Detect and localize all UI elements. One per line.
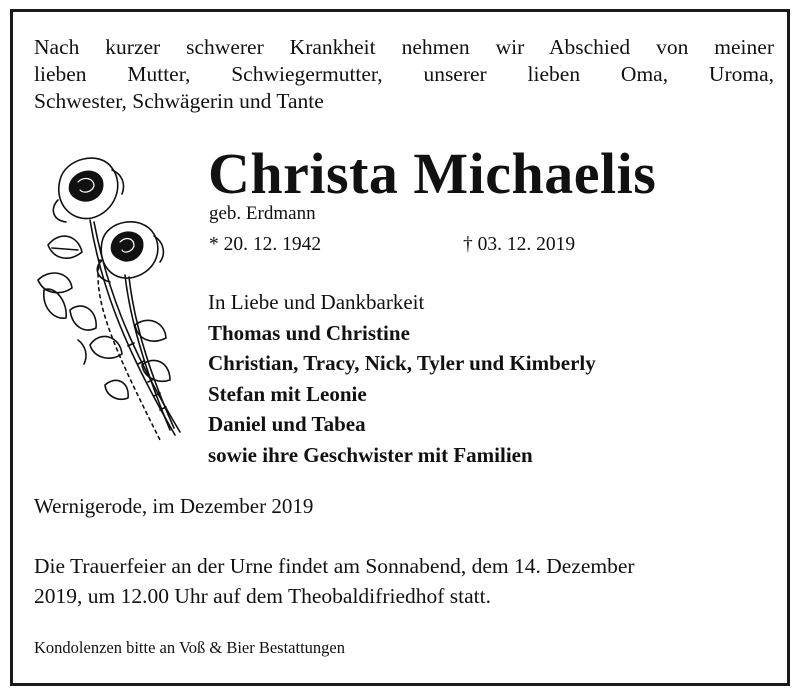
life-dates	[209, 232, 576, 258]
intro-line: Nach kurzer schwerer Krankheit nehmen wir Abschied von meiner	[34, 35, 774, 59]
deceased-name: Christa Michaelis	[208, 141, 657, 206]
condolences-note: Kondolenzen bitte an Voß & Bier Bestattungen	[34, 638, 346, 657]
mourner-name: Thomas und Christine	[208, 320, 410, 345]
mourner-name: Christian, Tracy, Nick, Tyler und Kimberly	[208, 351, 596, 375]
mourners-intro: In Liebe und Dankbarkeit	[208, 290, 425, 314]
intro-line: lieben Mutter, Schwiegermutter, unserer lieben Oma, Uroma,	[34, 62, 774, 86]
birth-date: * 20. 12. 1942	[209, 234, 322, 255]
ceremony-line: 2019, um 12.00 Uhr auf dem Theobaldifriedhof statt.	[34, 584, 491, 608]
rose-illustration	[30, 150, 200, 455]
intro-line: Schwester, Schwägerin und Tante	[34, 89, 324, 113]
death-date: † 03. 12. 2019	[463, 234, 576, 255]
mourner-name: Daniel und Tabea	[208, 412, 366, 436]
ceremony-notice	[34, 551, 774, 611]
place-date: Wernigerode, im Dezember 2019	[34, 494, 314, 518]
mourner-name: Stefan mit Leonie	[208, 381, 367, 406]
birth-name: geb. Erdmann	[209, 203, 316, 224]
mourners-block	[208, 287, 596, 470]
mourner-name: sowie ihre Geschwister mit Familien	[208, 442, 533, 467]
ceremony-line: Die Trauerfeier an der Urne findet am Sonnabend, dem 14. Dezember	[34, 554, 635, 578]
intro-text	[34, 34, 774, 115]
